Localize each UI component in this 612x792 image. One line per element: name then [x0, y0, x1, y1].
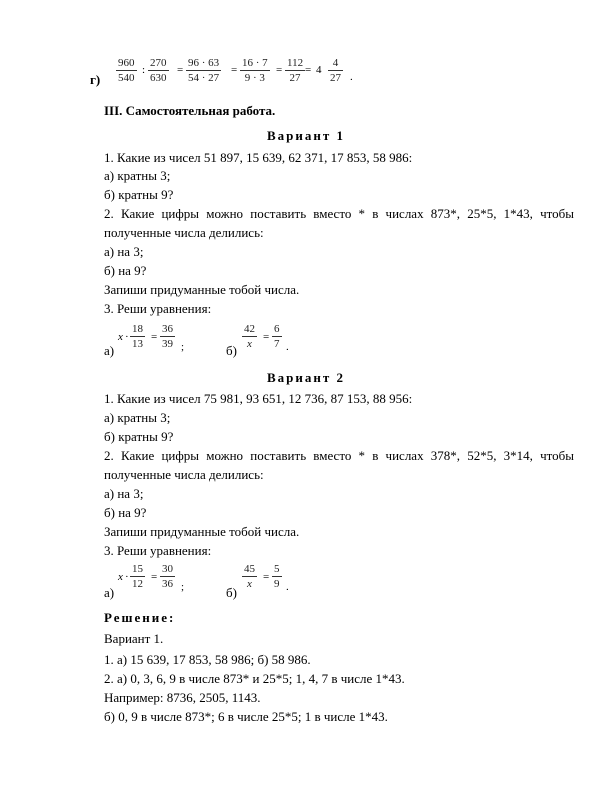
v1-question2-b: б) на 9?	[104, 263, 147, 278]
section-title: III. Самостоятельная работа.	[104, 103, 276, 118]
v1-question1-a: а) кратны 3;	[104, 168, 171, 183]
example-label: г)	[90, 72, 101, 87]
fraction: $\frac{15}{12}$	[132, 563, 143, 590]
fraction: $\frac{36}{39}$	[162, 323, 173, 350]
equation-label: б)	[226, 585, 237, 600]
equals-sign: =	[263, 571, 270, 583]
equals-sign: =	[231, 64, 238, 76]
v2-question2-line1: 2. Какие цифры можно поставить вместо * в числах 378*, 52*5, 3*14, чтобы	[104, 448, 574, 463]
solution-variant: Вариант 1.	[104, 631, 164, 646]
fraction: $\frac{96 \cdot 63}{54 \cdot 27}$	[188, 57, 220, 84]
fraction: $\frac{42}{x}$	[244, 323, 255, 350]
v1-question2-note: Запиши придуманные тобой числа.	[104, 282, 300, 297]
solution-answer1: 1. а) 15 639, 17 853, 58 986; б) 58 986.	[104, 652, 311, 667]
equals-sign: =	[151, 571, 158, 583]
variable-x: x	[118, 571, 123, 583]
fraction: $\frac{18}{13}$	[132, 323, 143, 350]
equals-sign: =	[177, 64, 184, 76]
solution-heading: Решение:	[104, 610, 176, 625]
solution-example: Например: 8736, 2505, 1143.	[104, 690, 261, 705]
equals-sign: =	[151, 331, 158, 343]
period: .	[350, 71, 353, 83]
multiply-sign: ·	[125, 571, 129, 583]
equation-label: а)	[104, 343, 115, 358]
fraction: $\frac{960}{540}$	[118, 57, 135, 84]
v1-question2-a: а) на 3;	[104, 244, 144, 259]
v2-question2-b: б) на 9?	[104, 505, 147, 520]
v2-question1: 1. Какие из чисел 75 981, 93 651, 12 736, 87 153, 88 956:	[104, 391, 413, 406]
equals-sign: =	[263, 331, 270, 343]
fraction: $\frac{5}{9}$	[274, 563, 280, 590]
variant2-heading: Вариант 2	[266, 370, 346, 385]
fraction: $\frac{112}{27}$	[287, 57, 304, 84]
fraction: $\frac{270}{630}$	[150, 57, 167, 84]
v1-question1-b: б) кратны 9?	[104, 187, 174, 202]
v2-question2-line2: полученные числа делились:	[104, 467, 264, 482]
fraction: $\frac{30}{36}$	[162, 563, 173, 590]
fraction: $\frac{6}{7}$	[274, 323, 280, 350]
v2-question1-a: а) кратны 3;	[104, 410, 171, 425]
fraction: $\frac{16 \cdot 7}{9 \cdot 3}$	[242, 57, 268, 84]
semicolon: ;	[181, 581, 185, 593]
solution-answer2b: б) 0, 9 в числе 873*; 6 в числе 25*5; 1 в числе 1*43.	[104, 709, 388, 724]
v1-question1: 1. Какие из чисел 51 897, 15 639, 62 371, 17 853, 58 986:	[104, 150, 413, 165]
multiply-sign: ·	[125, 331, 129, 343]
v1-question2-line2: полученные числа делились:	[104, 225, 264, 240]
equation-label: б)	[226, 343, 237, 358]
v1-question2-line1: 2. Какие цифры можно поставить вместо * в числах 873*, 25*5, 1*43, чтобы	[104, 206, 574, 221]
v2-question2-a: а) на 3;	[104, 486, 144, 501]
variable-x: x	[118, 331, 123, 343]
v2-question3: 3. Реши уравнения:	[104, 543, 212, 558]
fraction: $\frac{45}{x}$	[244, 563, 255, 590]
solution-answer2: 2. а) 0, 3, 6, 9 в числе 873* и 25*5; 1, 4, 7 в числе 1*43.	[104, 671, 405, 686]
v1-question3: 3. Реши уравнения:	[104, 301, 212, 316]
period: .	[286, 581, 289, 593]
division-sign: :	[142, 64, 146, 76]
whole-part: 4	[316, 64, 322, 76]
equals-sign: =	[305, 64, 312, 76]
equals-sign: =	[276, 64, 283, 76]
period: .	[286, 341, 289, 353]
fraction: $\frac{4}{27}$	[330, 57, 341, 84]
semicolon: ;	[181, 341, 185, 353]
v2-question2-note: Запиши придуманные тобой числа.	[104, 524, 300, 539]
variant1-heading: Вариант 1	[266, 128, 346, 143]
equation-label: а)	[104, 585, 115, 600]
v2-question1-b: б) кратны 9?	[104, 429, 174, 444]
